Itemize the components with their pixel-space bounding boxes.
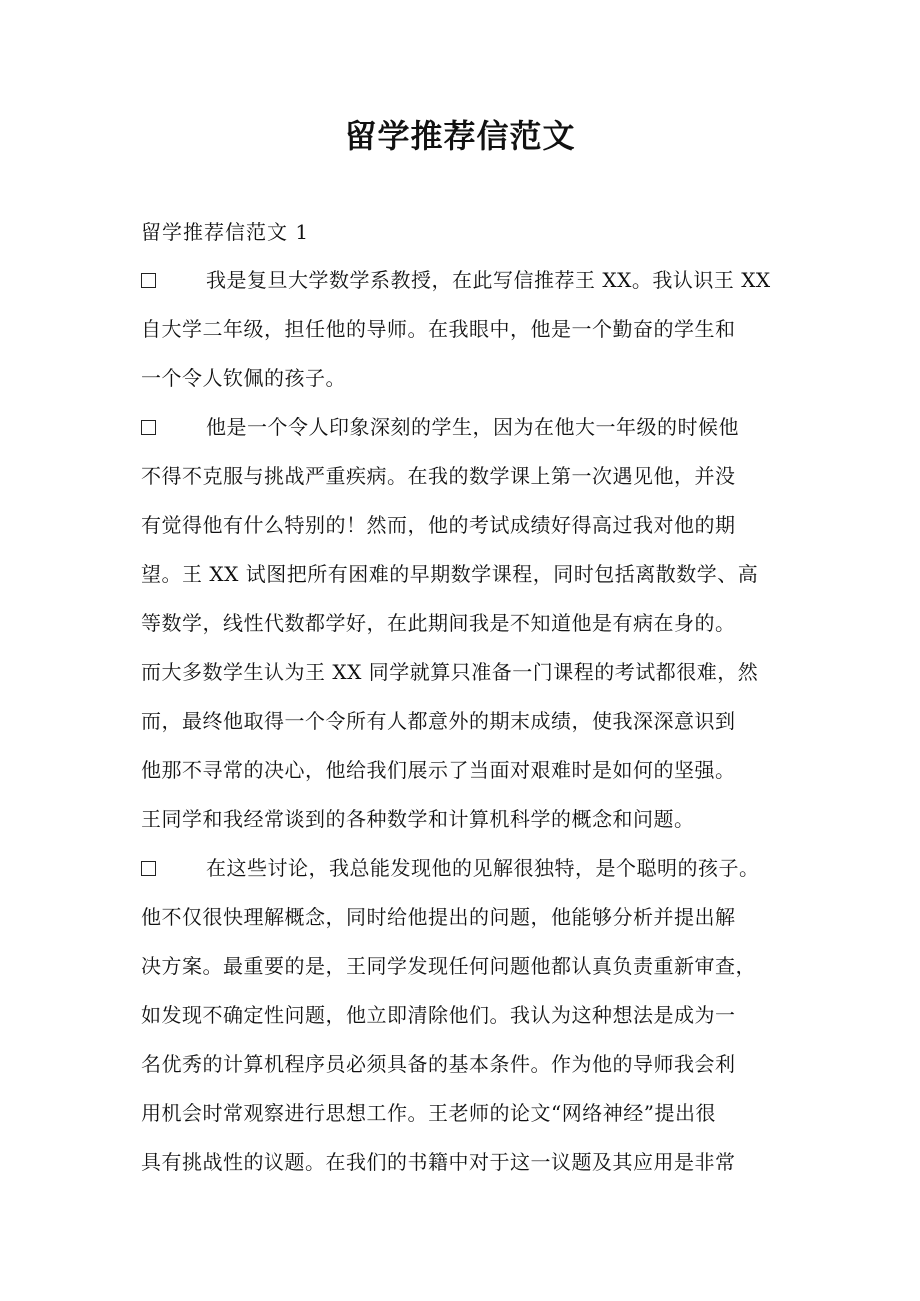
line-text: 我是复旦大学数学系教授，在此写信推荐王 XX。我认识王 XX (206, 268, 771, 292)
paragraph-line: 而大多数学生认为王 XX 同学就算只准备一门课程的考试都很难，然 (141, 660, 759, 684)
paragraph-line: 他不仅很快理解概念，同时给他提出的问题，他能够分析并提出解 (141, 905, 736, 929)
paragraph-line: 自大学二年级，担任他的导师。在我眼中，他是一个勤奋的学生和 (141, 317, 736, 341)
checkbox-bullet-icon (141, 861, 156, 876)
line-text: 他是一个令人印象深刻的学生，因为在他大一年级的时候他 (206, 415, 739, 439)
paragraph-line: 用机会时常观察进行思想工作。王老师的论文“网络神经”提出很 (141, 1101, 716, 1125)
paragraph-2 (141, 403, 781, 844)
paragraph-line: 望。王 XX 试图把所有困难的早期数学课程，同时包括离散数学、高 (141, 562, 759, 586)
paragraph-line: 不得不克服与挑战严重疾病。在我的数学课上第一次遇见他，并没 (141, 464, 736, 488)
paragraph-line: 王同学和我经常谈到的各种数学和计算机科学的概念和问题。 (141, 807, 695, 831)
paragraph-line (141, 256, 781, 305)
line-text: 在这些讨论，我总能发现他的见解很独特，是个聪明的孩子。 (206, 856, 760, 880)
paragraph-line: 有觉得他有什么特别的！然而，他的考试成绩好得高过我对他的期 (141, 513, 736, 537)
paragraph-line: 决方案。最重要的是，王同学发现任何问题他都认真负责重新审查， (141, 954, 756, 978)
document-title: 留学推荐信范文 (344, 117, 576, 155)
paragraph-line: 一个令人钦佩的孩子。 (141, 366, 346, 390)
paragraph-line: 而，最终他取得一个令所有人都意外的期末成绩，使我深深意识到 (141, 709, 736, 733)
paragraph-line (141, 403, 781, 452)
paragraph-line: 具有挑战性的议题。在我们的书籍中对于这一议题及其应用是非常 (141, 1150, 736, 1174)
paragraph-line: 名优秀的计算机程序员必须具备的基本条件。作为他的导师我会利 (141, 1052, 736, 1076)
checkbox-bullet-icon (141, 273, 156, 288)
paragraph-line (141, 844, 781, 893)
checkbox-bullet-icon (141, 420, 156, 435)
section-heading: 留学推荐信范文 1 (141, 220, 310, 244)
paragraph-line: 等数学，线性代数都学好，在此期间我是不知道他是有病在身的。 (141, 611, 736, 635)
paragraph-3 (141, 844, 781, 1187)
paragraph-line: 他那不寻常的决心，他给我们展示了当面对艰难时是如何的坚强。 (141, 758, 736, 782)
paragraph-1 (141, 256, 781, 403)
paragraph-line: 如发现不确定性问题，他立即清除他们。我认为这种想法是成为一 (141, 1003, 736, 1027)
